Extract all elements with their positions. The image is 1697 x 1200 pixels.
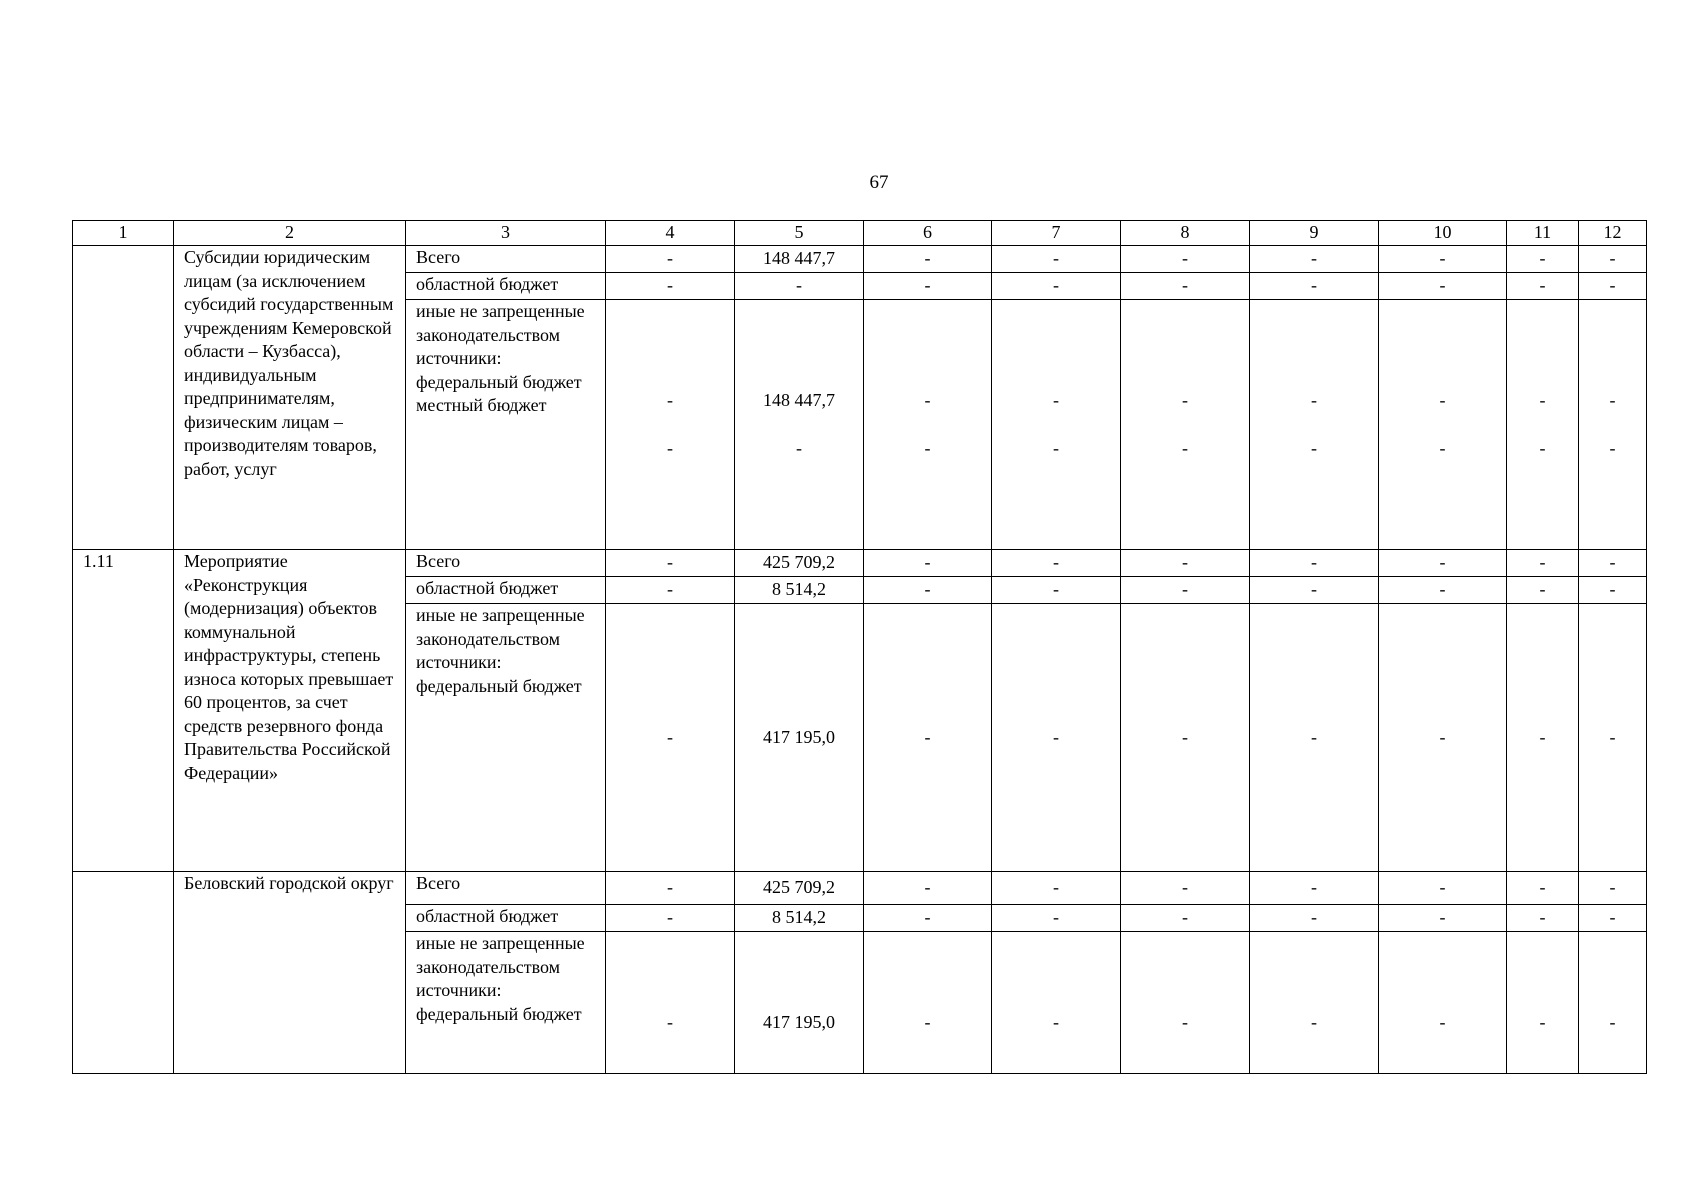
source-label: Всего (406, 872, 606, 905)
local-value: - (1053, 437, 1059, 458)
column-header: 3 (406, 221, 606, 246)
value-cell: - (1579, 246, 1647, 273)
federal-value: - (1182, 390, 1188, 410)
value-cell: - (864, 577, 992, 604)
value-cell: - (864, 932, 992, 1074)
value-cell: - (1579, 550, 1647, 577)
value-cell (606, 300, 735, 550)
row-number: 1.11 (73, 550, 174, 872)
value-cell: - (864, 905, 992, 932)
value-cell: - (1579, 872, 1647, 905)
value-cell: 8 514,2 (735, 905, 864, 932)
value-cell: - (1250, 550, 1379, 577)
local-value: - (1609, 437, 1616, 458)
column-header: 6 (864, 221, 992, 246)
value-cell: - (1579, 273, 1647, 300)
federal-value: - (1053, 390, 1059, 410)
local-value: - (1439, 437, 1446, 458)
source-label-other (406, 932, 606, 1074)
other-sources-label: иные не запрещенные законодательством источники: (416, 605, 585, 672)
federal-value: 148 447,7 (763, 390, 835, 410)
other-sources-label: иные не запрещенные законодательством источники: (416, 301, 585, 368)
source-label: областной бюджет (406, 273, 606, 300)
value-cell: - (992, 872, 1121, 905)
value-cell: 8 514,2 (735, 577, 864, 604)
budget-table (72, 220, 1647, 1074)
value-cell: - (1379, 273, 1507, 300)
value-cell: - (1250, 246, 1379, 273)
value-cell: 148 447,7 (735, 246, 864, 273)
value-cell: - (1579, 932, 1647, 1074)
value-cell (1379, 300, 1507, 550)
value-cell: - (1250, 577, 1379, 604)
column-header: 11 (1507, 221, 1579, 246)
local-value: - (1539, 437, 1546, 458)
measure-name: Субсидии юридическим лицам (за исключением субсидий государственным учреждениям Кемеровской области – Кузбасса), индивидуальным предпринимателям, физическим лицам – производителям товаров, работ, услуг (174, 246, 406, 550)
value-cell: - (1507, 604, 1579, 872)
value-cell: 425 709,2 (735, 550, 864, 577)
value-cell (864, 300, 992, 550)
value-cell: - (992, 604, 1121, 872)
value-cell: 417 195,0 (735, 932, 864, 1074)
value-cell: - (606, 872, 735, 905)
local-budget-label: местный бюджет (416, 395, 547, 415)
value-cell: - (606, 246, 735, 273)
value-cell: - (1121, 872, 1250, 905)
value-cell: - (1507, 273, 1579, 300)
local-value: - (796, 437, 802, 458)
value-cell: - (1250, 604, 1379, 872)
federal-value: - (1539, 390, 1546, 410)
value-cell: - (1121, 550, 1250, 577)
measure-name: Беловский городской округ (174, 872, 406, 1074)
column-header: 5 (735, 221, 864, 246)
column-header: 10 (1379, 221, 1507, 246)
value-cell: - (606, 604, 735, 872)
value-cell: - (606, 550, 735, 577)
value-cell: - (864, 273, 992, 300)
federal-budget-label: федеральный бюджет (416, 1003, 582, 1024)
local-value: - (667, 437, 673, 458)
value-cell: - (1121, 577, 1250, 604)
value-cell: - (606, 932, 735, 1074)
value-cell: - (1250, 273, 1379, 300)
value-cell: - (1250, 905, 1379, 932)
value-cell: - (1579, 905, 1647, 932)
value-cell (1579, 300, 1647, 550)
column-header: 12 (1579, 221, 1647, 246)
measure-name: Мероприятие «Реконструкция (модернизация) объектов коммунальной инфраструктуры, степень износа которых превышает 60 процентов, за счет средств резервного фонда Правительства Российской Федерации» (174, 550, 406, 872)
value-cell: 425 709,2 (735, 872, 864, 905)
table-row (73, 550, 1647, 577)
source-label: Всего (406, 246, 606, 273)
value-cell: - (992, 246, 1121, 273)
column-number-row (73, 221, 1647, 246)
local-value: - (1182, 437, 1188, 458)
federal-budget-label: федеральный бюджет (416, 371, 582, 392)
local-value: - (1311, 437, 1317, 458)
value-cell: - (606, 273, 735, 300)
value-cell: - (1507, 872, 1579, 905)
value-cell: - (735, 273, 864, 300)
federal-value: - (924, 390, 931, 410)
column-header: 7 (992, 221, 1121, 246)
source-label: Всего (406, 550, 606, 577)
value-cell: - (1121, 932, 1250, 1074)
local-value: - (924, 437, 931, 458)
value-cell: - (1379, 577, 1507, 604)
value-cell: - (992, 577, 1121, 604)
column-header: 1 (73, 221, 174, 246)
value-cell: - (992, 905, 1121, 932)
value-cell: - (992, 550, 1121, 577)
row-number (73, 246, 174, 550)
column-header: 9 (1250, 221, 1379, 246)
value-cell (1250, 300, 1379, 550)
value-cell: - (1379, 246, 1507, 273)
value-cell: - (1379, 550, 1507, 577)
column-header: 4 (606, 221, 735, 246)
value-cell: - (1121, 273, 1250, 300)
value-cell: - (1121, 604, 1250, 872)
column-header: 2 (174, 221, 406, 246)
source-label-other (406, 604, 606, 872)
value-cell: - (864, 604, 992, 872)
federal-value: - (667, 390, 673, 410)
row-number (73, 872, 174, 1074)
value-cell: - (1379, 905, 1507, 932)
federal-value: - (1439, 390, 1446, 410)
value-cell: - (1121, 905, 1250, 932)
value-cell: - (1379, 872, 1507, 905)
value-cell: - (1250, 932, 1379, 1074)
value-cell (1121, 300, 1250, 550)
other-sources-label: иные не запрещенные законодательством источники: (416, 933, 585, 1000)
federal-budget-label: федеральный бюджет (416, 675, 582, 696)
value-cell: - (1579, 604, 1647, 872)
value-cell: - (992, 932, 1121, 1074)
value-cell: - (606, 577, 735, 604)
value-cell (1507, 300, 1579, 550)
value-cell: - (1379, 604, 1507, 872)
value-cell: - (1250, 872, 1379, 905)
federal-value: - (1609, 390, 1616, 410)
value-cell: - (864, 872, 992, 905)
value-cell: - (992, 273, 1121, 300)
value-cell: 417 195,0 (735, 604, 864, 872)
table-row (73, 246, 1647, 273)
value-cell: - (1507, 550, 1579, 577)
value-cell: - (606, 905, 735, 932)
value-cell: - (1507, 246, 1579, 273)
source-label: областной бюджет (406, 577, 606, 604)
value-cell: - (1379, 932, 1507, 1074)
value-cell (992, 300, 1121, 550)
value-cell: - (1121, 246, 1250, 273)
value-cell: - (864, 246, 992, 273)
source-label-other (406, 300, 606, 550)
value-cell: - (864, 550, 992, 577)
column-header: 8 (1121, 221, 1250, 246)
value-cell: - (1507, 932, 1579, 1074)
source-label: областной бюджет (406, 905, 606, 932)
value-cell (735, 300, 864, 550)
table-row (73, 872, 1647, 905)
value-cell: - (1579, 577, 1647, 604)
federal-value: - (1311, 390, 1317, 410)
page-number: 67 (869, 172, 889, 193)
value-cell: - (1507, 577, 1579, 604)
value-cell: - (1507, 905, 1579, 932)
